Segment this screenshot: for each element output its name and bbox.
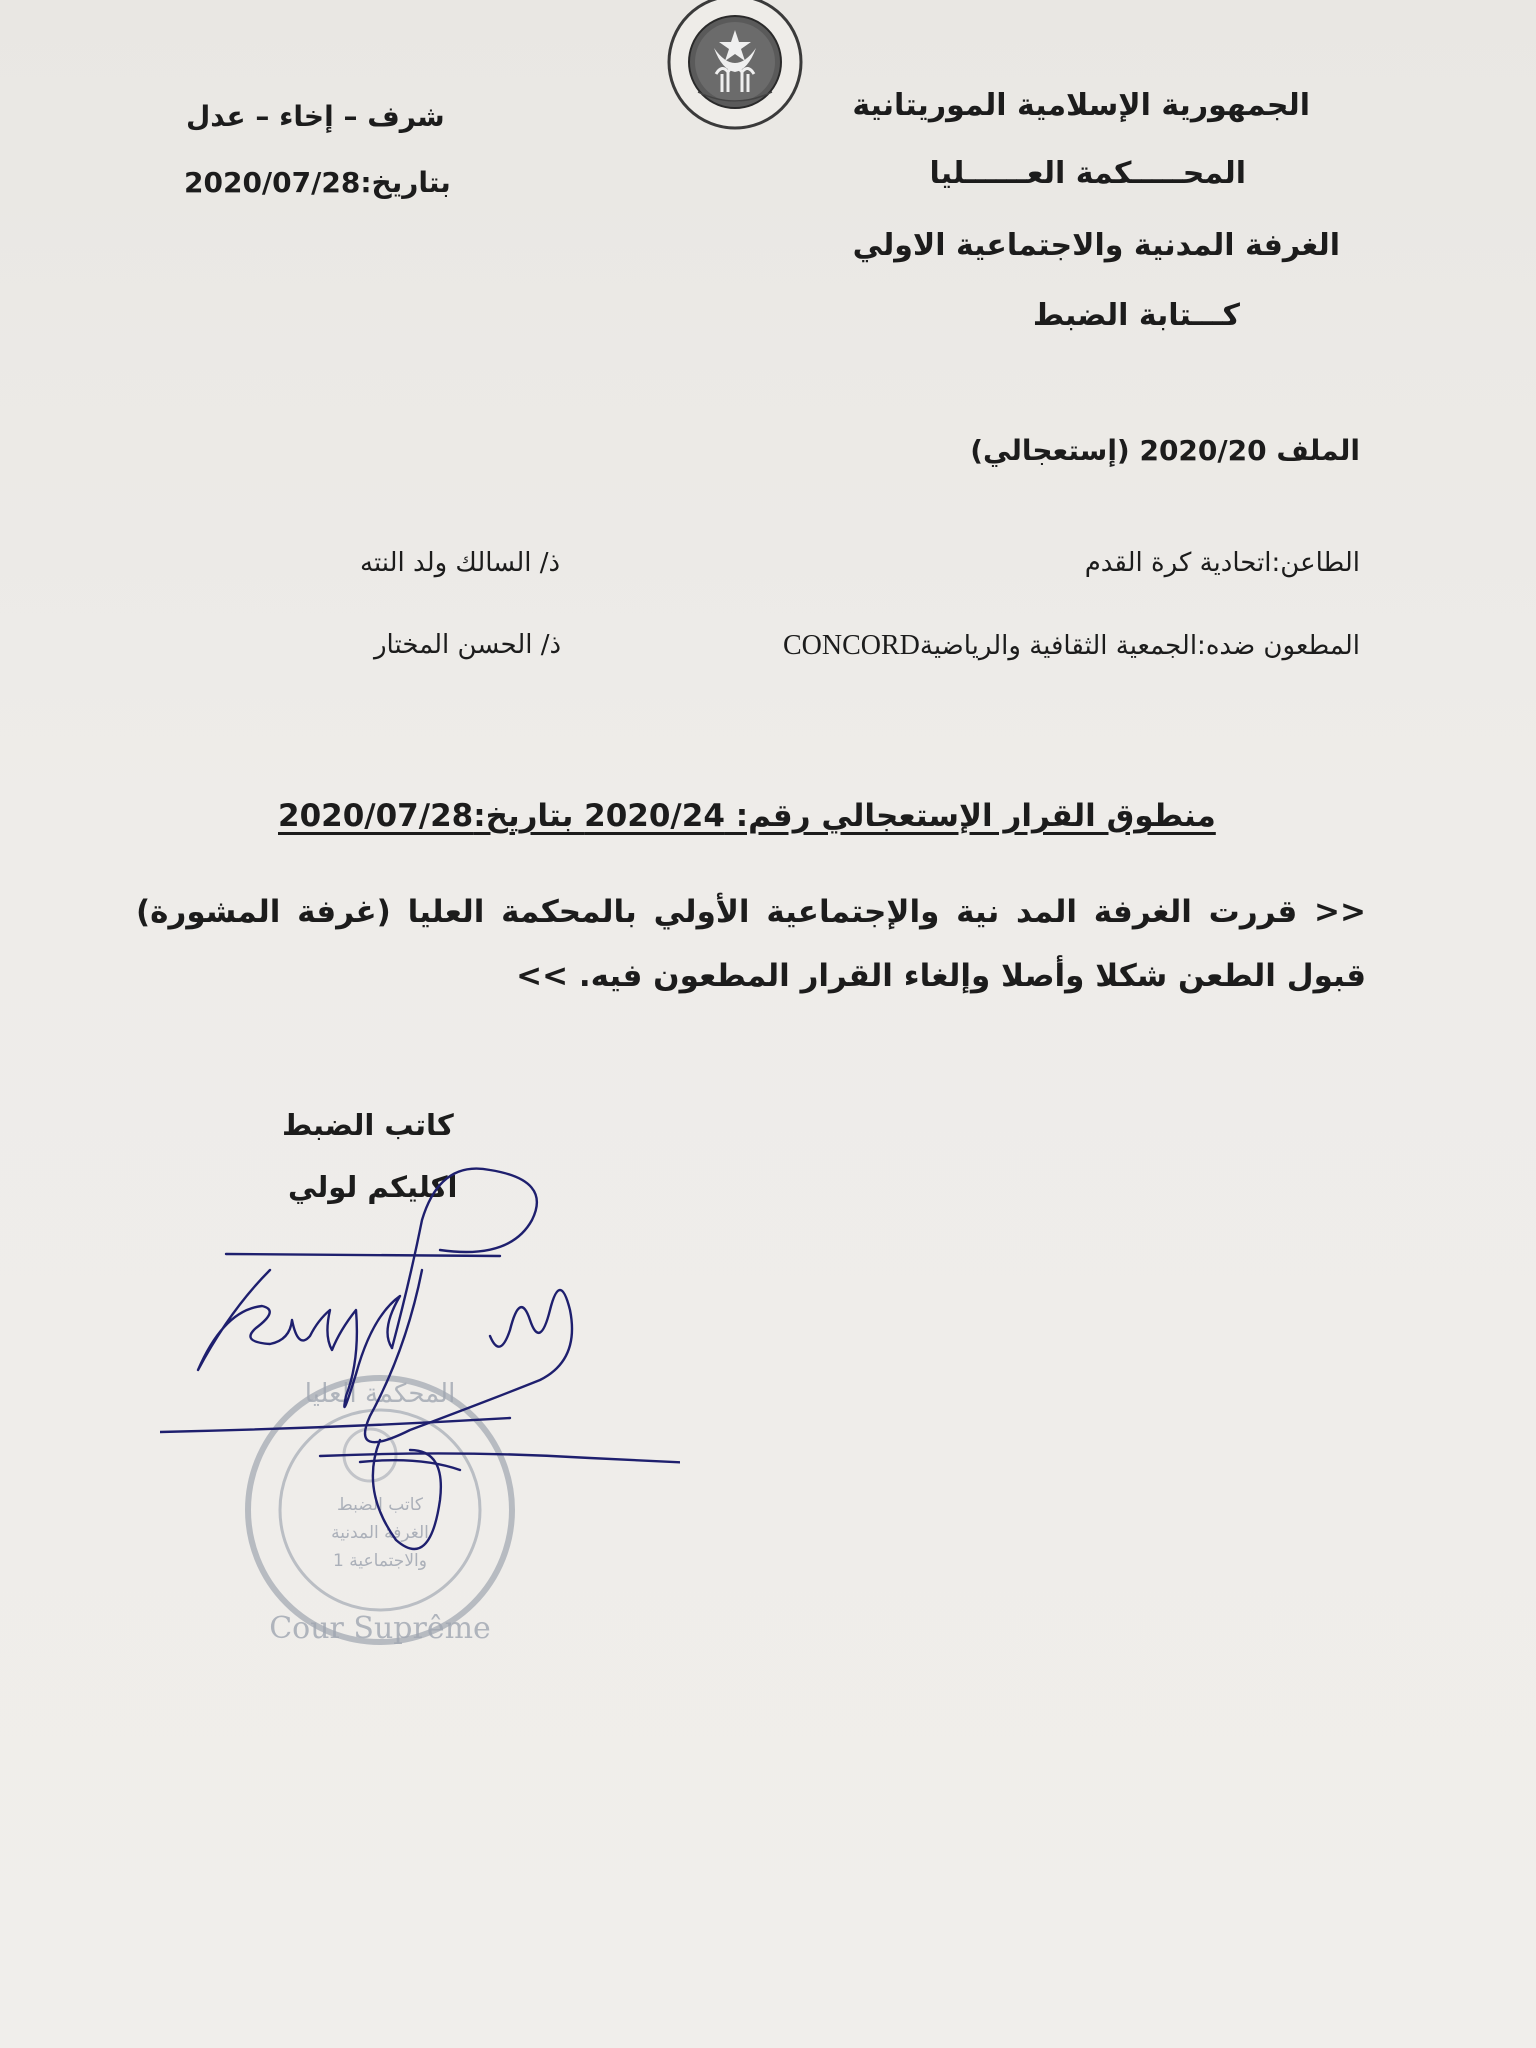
header-motto: شرف – إخاء – عدل bbox=[186, 100, 445, 133]
clerk-name: اكليكم لولي bbox=[288, 1170, 458, 1204]
decision-title: منطوق القرار الإستعجالي رقم: 2020/24 بتاريخ:2020/07/28 bbox=[278, 798, 1216, 834]
stamp-line-2: الغرفة المدنية bbox=[331, 1523, 429, 1543]
handwritten-signature bbox=[160, 1160, 680, 1640]
respondent-lawyer: ذ/ الحسن المختار bbox=[374, 630, 562, 660]
header-supreme-court: المحـــــكمة العــــــليا bbox=[929, 156, 1246, 191]
decision-body: << قررت الغرفة المد نية والإجتماعية الأولي بالمحكمة العليا (غرفة المشورة) قبول الطعن شكلا وأصلا وإلغاء القرار المطعون فيه. >> bbox=[136, 894, 1366, 994]
stamp-ring-bottom: Cour Suprême bbox=[269, 1611, 491, 1646]
respondent bbox=[783, 630, 1360, 662]
respondent-name: CONCORD bbox=[782, 630, 920, 661]
stamp-line-3: والاجتماعية 1 bbox=[333, 1551, 427, 1571]
header-country: الجمهورية الإسلامية الموريتانية bbox=[852, 88, 1310, 123]
stamp-ring-top: المحكمة العليا bbox=[304, 1379, 456, 1409]
header-date: بتاريخ:2020/07/28 bbox=[184, 166, 451, 199]
respondent-label: المطعون ضده:الجمعية الثقافية والرياضية bbox=[919, 631, 1360, 661]
appellant-lawyer: ذ/ السالك ولد النته bbox=[360, 548, 561, 578]
header-registry: كـــتابة الضبط bbox=[1032, 298, 1240, 333]
appellant: الطاعن:اتحادية كرة القدم bbox=[1084, 548, 1360, 578]
header-chamber: الغرفة المدنية والاجتماعية الاولي bbox=[852, 228, 1340, 263]
signature-block bbox=[160, 1100, 680, 1660]
clerk-title: كاتب الضبط bbox=[282, 1108, 454, 1142]
file-number: الملف 2020/20 (إستعجالي) bbox=[970, 434, 1360, 467]
stamp-line-1: كاتب الضبط bbox=[336, 1495, 424, 1515]
national-emblem-seal bbox=[662, 0, 808, 140]
